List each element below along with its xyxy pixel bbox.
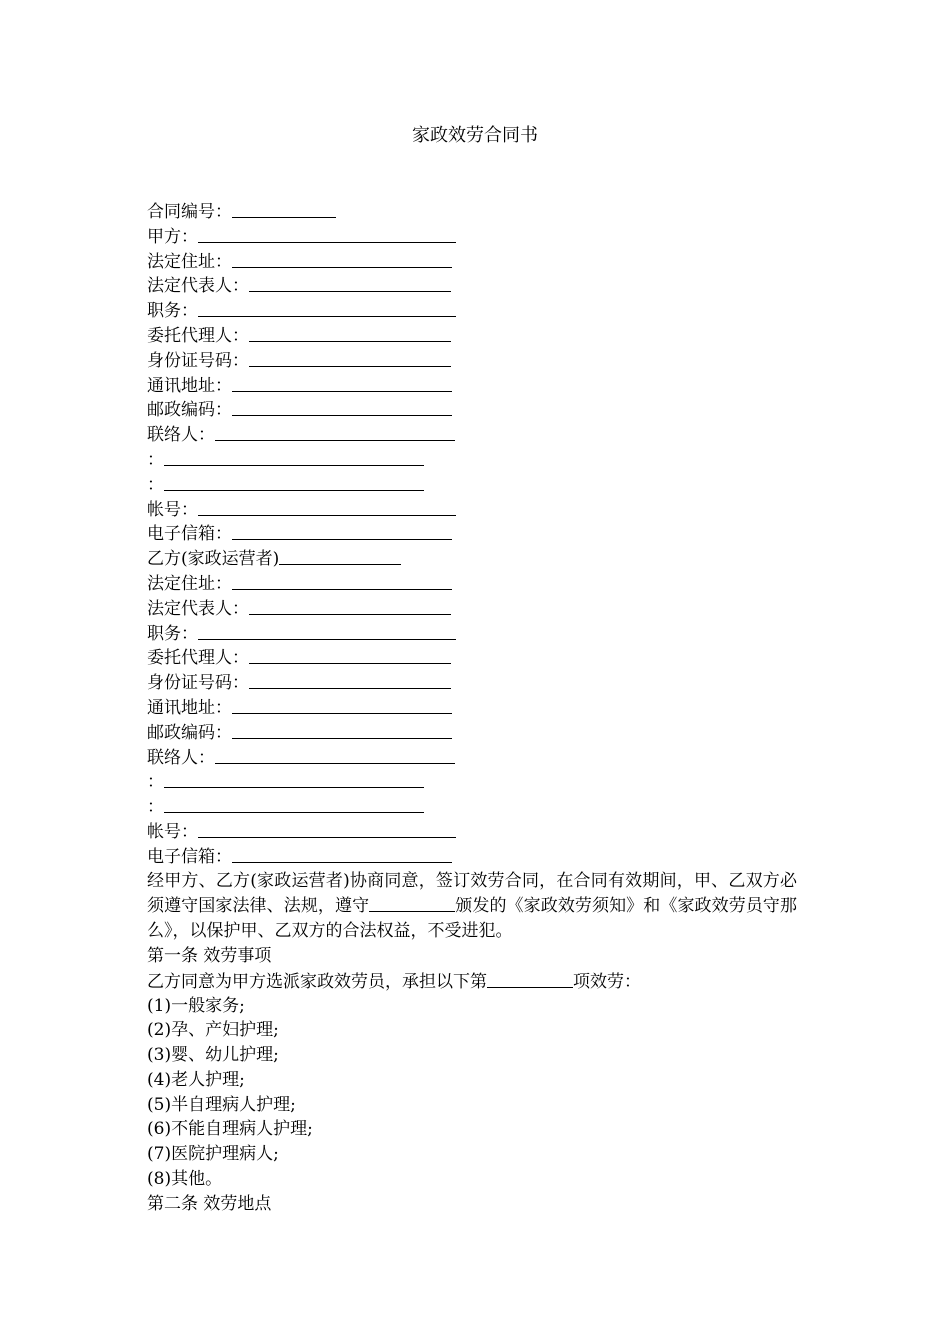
intro-paragraph [147,869,797,944]
intro-text-2: 颁发的《家政效劳须知》和《家政效劳员守那么》，以保护甲、乙双方的合法权益，不受进犯。 [147,896,798,942]
party-a-mail-blank[interactable] [232,374,452,392]
list-item: (7)医院护理病人; [147,1144,279,1165]
document-title: 家政效劳合同书 [412,125,538,146]
contract-number-blank[interactable] [232,200,336,218]
party-a-id-line [147,348,797,373]
contract-number-label: 合同编号： [147,202,232,222]
party-b-id-line [147,670,797,695]
party-b-colon-blank-1[interactable] [164,770,424,788]
party-b-mail-label: 通讯地址： [147,697,232,718]
party-a-rep-blank[interactable] [249,274,451,292]
party-a-email-line [147,521,797,546]
party-b-contact-label: 联络人： [147,747,215,768]
party-b-account-label: 帐号： [147,821,198,842]
party-a-address-line [147,249,797,274]
article-1-heading: 第一条 效劳事项 [147,945,272,966]
article-1-text-after: 项效劳： [573,971,641,992]
article-2-heading: 第二条 效劳地点 [147,1193,272,1214]
party-b-address-blank[interactable] [232,572,452,590]
party-b-account-blank[interactable] [198,820,456,838]
issuer-blank[interactable] [369,894,455,912]
party-a-position-line [147,298,797,323]
party-a-colon-label-1: ： [147,449,164,470]
party-a-account-blank[interactable] [198,498,456,516]
party-b-line [147,546,797,571]
party-a-address-label: 法定住址： [147,251,232,272]
party-a-position-blank[interactable] [198,299,456,317]
article-1-text [147,969,797,994]
party-b-email-label: 电子信箱： [147,846,232,867]
party-b-position-line [147,621,797,646]
party-a-email-label: 电子信箱： [147,524,232,545]
party-b-mail-line [147,695,797,720]
party-a-colon-line-1 [147,447,797,472]
list-item: (5)半自理病人护理; [147,1094,296,1115]
list-item: (6)不能自理病人护理; [147,1119,313,1140]
party-a-contact-blank[interactable] [215,423,455,441]
party-b-postcode-label: 邮政编码： [147,722,232,743]
party-b-colon-label-1: ： [147,772,164,793]
party-b-rep-line [147,596,797,621]
party-a-contact-line [147,422,797,447]
party-b-mail-blank[interactable] [232,696,452,714]
party-b-address-label: 法定住址： [147,573,232,594]
contract-body [147,199,797,1217]
party-b-rep-label: 法定代表人： [147,598,249,619]
party-a-label: 甲方： [147,226,198,247]
party-b-id-blank[interactable] [249,671,451,689]
list-item: (2)孕、产妇护理; [147,1020,279,1041]
party-a-line [147,224,797,249]
party-a-postcode-label: 邮政编码： [147,400,232,421]
party-a-agent-blank[interactable] [249,324,451,342]
intro-text-1: 经甲方、乙方(家政运营者)协商同意，签订效劳合同，在合同有效期间，甲、乙双方必须遵守国家法律、法规，遵守 [147,870,797,917]
party-b-address-line [147,571,797,596]
party-a-id-blank[interactable] [249,349,451,367]
party-b-email-line [147,844,797,869]
party-a-account-label: 帐号： [147,499,198,520]
article-1-text-before: 乙方同意为甲方选派家政效劳员，承担以下第 [147,971,487,992]
party-a-mail-label: 通讯地址： [147,375,232,396]
party-b-colon-label-2: ： [147,797,164,818]
party-a-contact-label: 联络人： [147,425,215,446]
party-a-colon-line-2 [147,472,797,497]
party-a-email-blank[interactable] [232,522,452,540]
party-b-contact-blank[interactable] [215,746,455,764]
contract-number-line [147,199,797,224]
party-b-contact-line [147,745,797,770]
list-item: (8)其他。 [147,1169,223,1190]
party-a-agent-label: 委托代理人： [147,325,249,346]
party-b-postcode-line [147,720,797,745]
party-a-id-label: 身份证号码： [147,350,249,371]
party-a-colon-blank-1[interactable] [164,448,424,466]
party-b-label: 乙方(家政运营者) [147,549,280,570]
party-b-account-line [147,819,797,844]
party-b-agent-blank[interactable] [249,646,451,664]
party-b-email-blank[interactable] [232,845,452,863]
service-item-blank[interactable] [487,970,573,988]
party-b-colon-line-2 [147,794,797,819]
party-a-colon-blank-2[interactable] [164,473,424,491]
party-a-blank[interactable] [198,225,456,243]
party-b-rep-blank[interactable] [249,597,451,615]
party-b-position-label: 职务： [147,623,198,644]
party-a-postcode-blank[interactable] [232,398,452,416]
party-a-position-label: 职务： [147,301,198,322]
party-b-id-label: 身份证号码： [147,673,249,694]
party-a-rep-label: 法定代表人： [147,276,249,297]
party-b-agent-line [147,645,797,670]
party-a-colon-label-2: ： [147,474,164,495]
party-a-mail-line [147,373,797,398]
party-b-agent-label: 委托代理人： [147,648,249,669]
party-a-agent-line [147,323,797,348]
party-b-colon-line-1 [147,769,797,794]
party-a-postcode-line [147,397,797,422]
party-b-blank[interactable] [279,547,401,565]
party-a-account-line [147,497,797,522]
list-item: (3)婴、幼儿护理; [147,1045,279,1066]
party-b-postcode-blank[interactable] [232,721,452,739]
party-b-position-blank[interactable] [198,622,456,640]
party-a-rep-line [147,273,797,298]
party-a-address-blank[interactable] [232,250,452,268]
list-item: (1)一般家务; [147,995,245,1016]
list-item: (4)老人护理; [147,1069,245,1090]
party-b-colon-blank-2[interactable] [164,795,424,813]
